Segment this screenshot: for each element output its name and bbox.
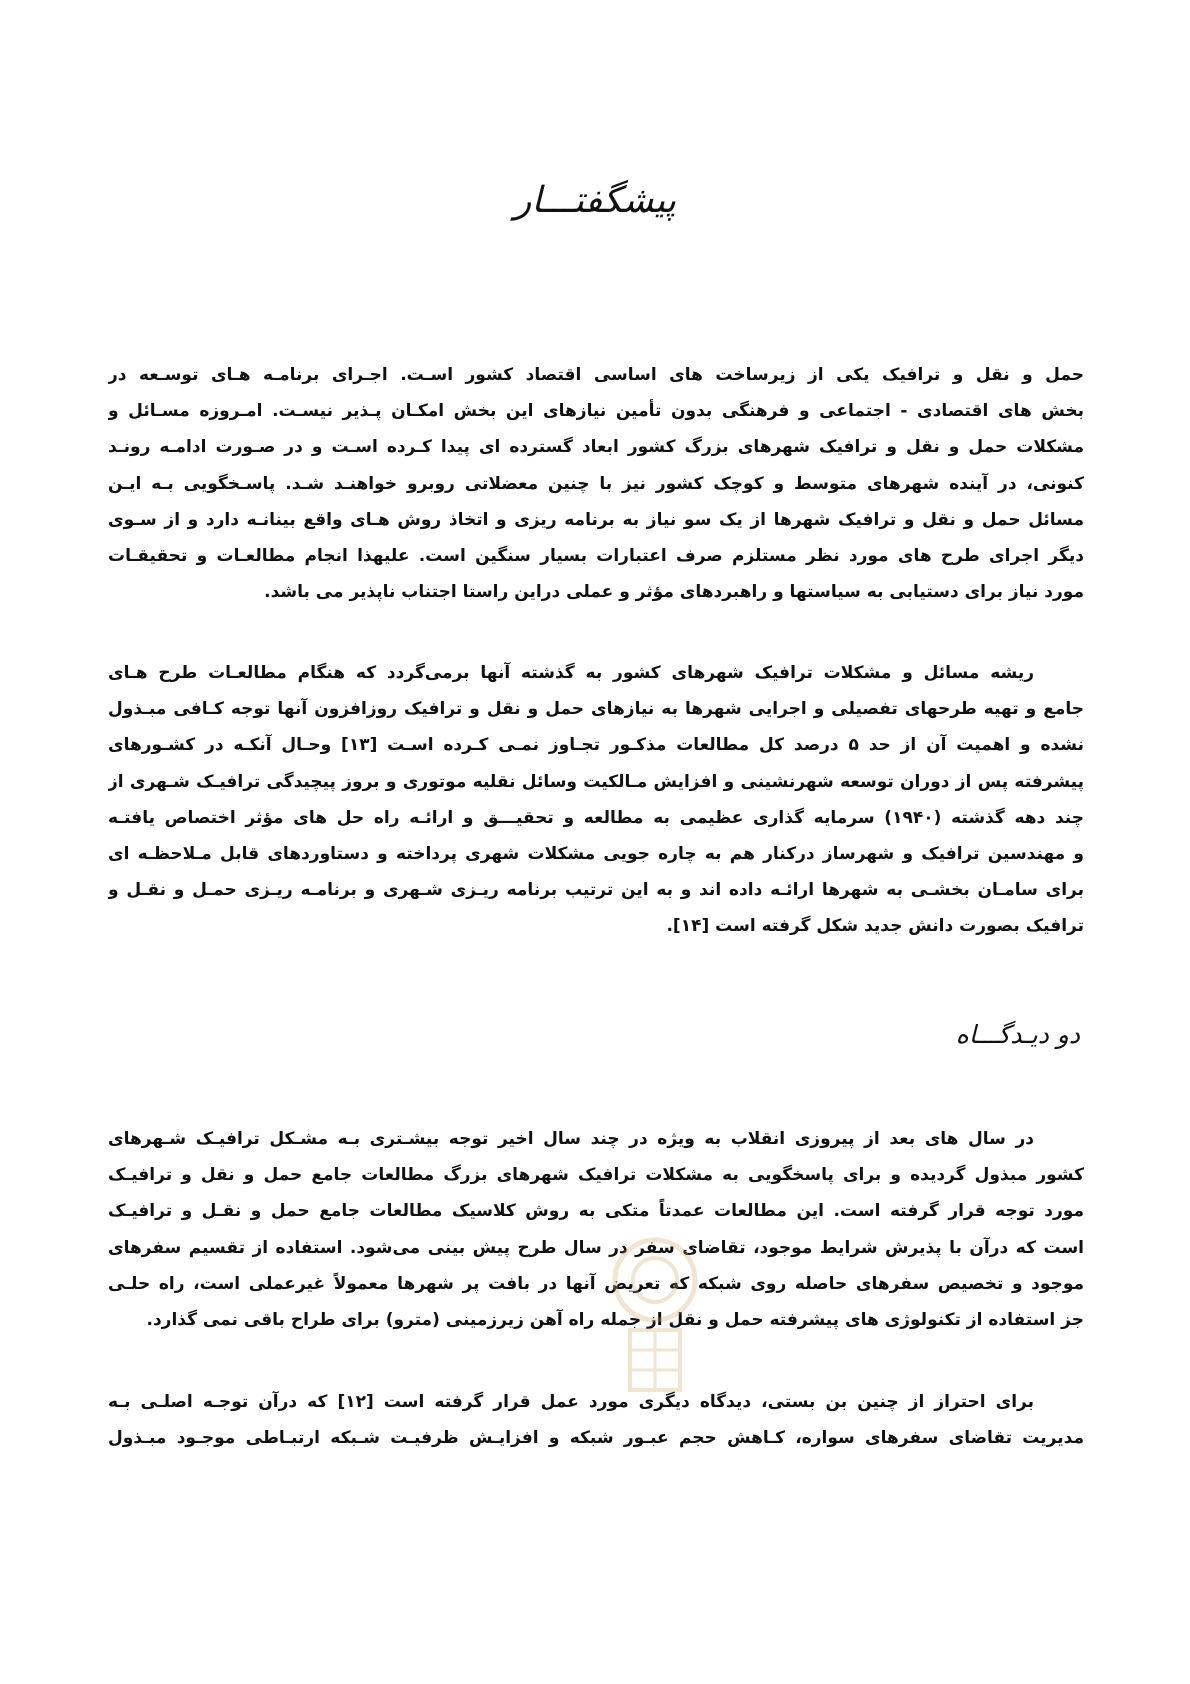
paragraph-2-line: برای سامـان بخشـی به شهرها ارائـه داده اند و به این ترتیب برنامه ریـزی شـهری و برنامـه ریـزی حمـل و نقـل و: [108, 880, 1084, 901]
paragraph-1-line: حمل و نقل و ترافیک یکی از زیرساخت های اساسی اقتصاد کشور اسـت. اجـرای برنامـه هـای توسـعه در: [108, 365, 1084, 385]
paragraph-4: [108, 1384, 1084, 1456]
paragraph-2-line: ریشه مسائل و مشکلات ترافیک شهرهای کشور به گذشته آنها برمی‌گردد که هنگام مطالعـات طرح هـای: [108, 663, 1034, 683]
paragraph-3-line: کشور مبذول گردیده و برای پاسخگویی به مشکلات ترافیک شهرهای بزرگ مطالعات جامع حمل و نقل و ترافیـک: [108, 1165, 1084, 1186]
paragraph-1-line: کنونی، در آینده شهرهای متوسط و کوچک کشور نیز با چنین معضلاتی روبرو خواهنـد شـد. پاسـخگویی بـه ایـن: [108, 473, 1084, 494]
paragraph-2-line: چند دهه گذشته (۱۹۴۰) سرمایه گذاری عظیمی به مطالعه و تحقیـــق و ارائـه راه حل های مؤثر اختصاص یافتـه: [108, 807, 1084, 828]
paragraph-1-line: بخش های اقتصادی - اجتماعی و فرهنگی بدون تأمین نیازهای این بخش امکـان پـذیر نیسـت. امـروزه مسـائل و: [108, 401, 1084, 422]
paragraph-3-line: مورد توجه قرار گرفته است. این مطالعات عمدتاً متکی به روش کلاسیک مطالعات جامع حمل و نقـل و ترافیـک: [108, 1201, 1084, 1222]
paragraph-2-line: ترافیک بصورت دانش جدید شکل گرفته است [۱۴].: [666, 916, 1084, 937]
paragraph-3: [108, 1121, 1084, 1338]
paragraph-3-line: در سال های بعد از پیروزی انقلاب به ویژه در چند سال اخیر توجه بیشـتری بـه مشـکل ترافیـک شـهرهای: [108, 1129, 1034, 1149]
page-title: پیشگفتـــار: [514, 180, 676, 221]
paragraph-1-line: مشکلات حمل و نقل و ترافیک شهرهای بزرگ کشور ابعاد گسترده ای پیدا کـرده اسـت و در صـورت ادامـه رونـد: [108, 437, 1084, 458]
section-heading: دو دیـدگـــاه: [955, 1020, 1080, 1049]
paragraph-2: [108, 655, 1084, 945]
paragraph-1-line: مورد نیاز برای دستیابی به سیاستها و راهبردهای مؤثر و عملی دراین راستا اجتناب ناپذیر می باشد.: [264, 582, 1084, 603]
paragraph-1-line: مسائل حمل و نقل و ترافیک شهرها از یک سو نیاز به برنامه ریزی و اتخاذ روش هـای واقع بینانـه دارد و از سـوی: [108, 509, 1084, 530]
paragraph-3-line: است که درآن با پذیرش شرایط موجود، تقاضای سفر در سال طرح پیش بینی می‌شود. استفاده از تقسیم سفرهای: [108, 1237, 1084, 1258]
paragraph-2-line: نشده و اهمیت آن از حد ۵ درصد کل مطالعات مذکـور تجـاوز نمـی کـرده اسـت [۱۳] وحـال آنکـه در کشـورهای: [108, 735, 1084, 756]
paragraph-1: [108, 357, 1084, 610]
paragraph-4-line: برای احتراز از چنین بن بستی، دیدگاه دیگری مورد عمل قرار گرفته است [۱۲] که درآن توجـه اصلـی بـه: [108, 1392, 1035, 1412]
paragraph-4-line: مدیریت تقاضای سفرهای سواره، کـاهش حجم عبـور شبکه و افزایـش ظرفیـت شـبکه ارتبـاطی موجـود مبـذول: [108, 1428, 1084, 1449]
paragraph-2-line: پیشرفته پس از دوران توسعه شهرنشینی و افزایش مـالکیت وسائل نقلیه موتوری و بروز پیچیدگی ترافیـک شـهری از: [108, 771, 1084, 792]
paragraph-1-line: دیگر اجرای طرح های مورد نظر مستلزم صرف اعتبارات بسیار سنگین است. علیهذا انجام مطالعـات و تحقیقـات: [108, 545, 1084, 566]
paragraph-2-line: و مهندسین ترافیک و شهرساز درکنار هم به چاره جویی مشکلات شهری پرداخته و دستاوردهای قابل مـلاحظـه ای: [108, 843, 1084, 864]
paragraph-3-line: جز استفاده از تکنولوژی های پیشرفته حمل و نقل از جمله راه آهن زیرزمینی (مترو) برای طراح باقی نمی گذارد.: [146, 1309, 1084, 1330]
paragraph-2-line: جامع و تهیه طرحهای تفصیلی و اجرایی شهرها به نیازهای حمل و نقل و ترافیک روزافزون آنها توجه کـافی مبـذول: [108, 699, 1084, 720]
paragraph-3-line: موجود و تخصیص سفرهای حاصله روی شبکه که تعریض آنها در بافت پر شهرها معمولاً غیرعملی است، راه حلـی: [108, 1273, 1084, 1294]
